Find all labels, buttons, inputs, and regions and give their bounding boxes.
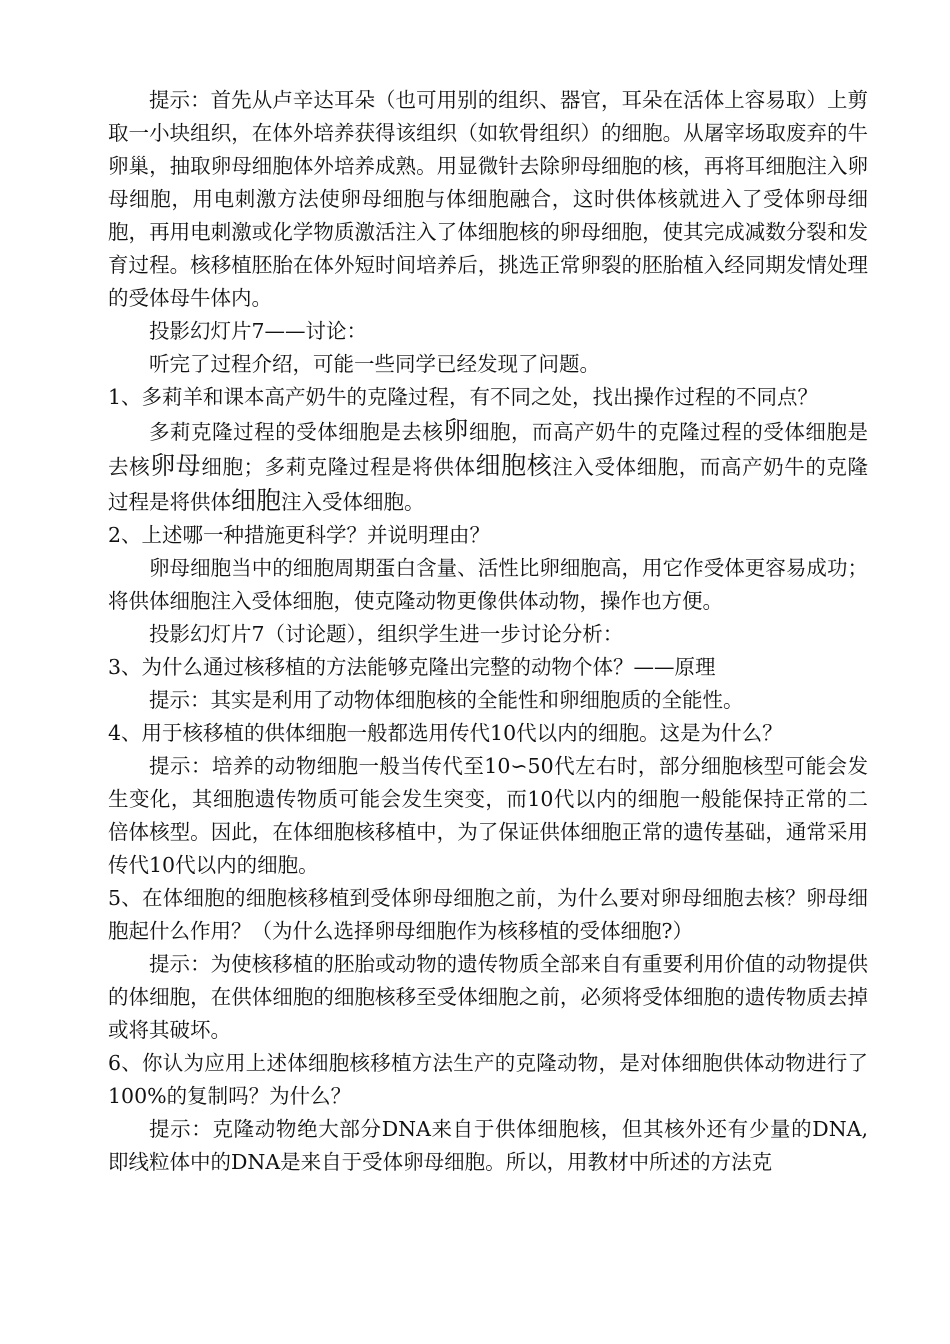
answer-1 xyxy=(108,414,868,519)
answer-5: 提示：为使核移植的胚胎或动物的遗传物质全部来自有重要利用价值的动物提供的体细胞，在供体细胞的细胞核移至受体细胞之前，必须将受体细胞的遗传物质去掉或将其破坏。 xyxy=(108,952,868,1042)
answer-1-emphasis: 细胞 xyxy=(231,486,282,515)
answer-3: 提示：其实是利用了动物体细胞核的全能性和卵细胞质的全能性。 xyxy=(149,688,744,712)
answer-1-text: 细胞，而高产奶牛的克隆过程的受体细胞是去核 xyxy=(108,420,868,479)
question-5: 5、在体细胞的细胞核移植到受体卵母细胞之前，为什么要对卵母细胞去核？卵母细胞起什么作用？（为什么选择卵母细胞作为核移植的受体细胞?） xyxy=(108,886,868,943)
answer-2: 卵母细胞当中的细胞周期蛋白含量、活性比卵细胞高，用它作受体更容易成功；将供体细胞注入受体细胞，使克隆动物更像供体动物，操作也方便。 xyxy=(108,556,868,613)
question-6: 6、你认为应用上述体细胞核移植方法生产的克隆动物，是对体细胞供体动物进行了100%的复制吗？为什么？ xyxy=(108,1051,868,1108)
answer-6: 提示：克隆动物绝大部分DNA来自于供体细胞核，但其核外还有少量的DNA,即线粒体中的DNA是来自于受体卵母细胞。所以，用教材中所述的方法克 xyxy=(108,1117,868,1174)
question-1: 1、多莉羊和课本高产奶牛的克隆过程，有不同之处，找出操作过程的不同点？ xyxy=(108,385,819,409)
answer-1-text: 多莉克隆过程的受体细胞是去核 xyxy=(149,420,444,444)
intro-paragraph: 听完了过程介绍，可能一些同学已经发现了问题。 xyxy=(149,352,600,376)
answer-1-text: 注入受体细胞。 xyxy=(281,490,425,514)
question-4: 4、用于核移植的供体细胞一般都选用传代10代以内的细胞。这是为什么？ xyxy=(108,721,783,745)
question-3: 3、为什么通过核移植的方法能够克隆出完整的动物个体？——原理 xyxy=(108,655,716,679)
question-2: 2、上述哪一种措施更科学？并说明理由？ xyxy=(108,523,491,547)
slide-discussion-2: 投影幻灯片7（讨论题），组织学生进一步讨论分析： xyxy=(149,622,624,646)
hint-paragraph: 提示：首先从卢辛达耳朵（也可用别的组织、器官，耳朵在活体上容易取）上剪取一小块组织，在体外培养获得该组织（如软骨组织）的细胞。从屠宰场取废弃的牛卵巢，抽取卵母细胞体外培养成熟。用显微针去除卵母细胞的核，再将耳细胞注入卵母细胞，用电刺激方法使卵母细胞与体细胞融合，这时供体核就进入了受体卵母细胞，再用电刺激或化学物质激活注入了体细胞核的卵母细胞，使其完成减数分裂和发育过程。核移植胚胎在体外短时间培养后，挑选正常卵裂的胚胎植入经同期发情处理的受体母牛体内。 xyxy=(108,88,868,310)
answer-1-emphasis: 细胞核 xyxy=(475,451,553,480)
answer-1-emphasis: 卵母 xyxy=(150,451,202,480)
answer-1-text: 细胞；多莉克隆过程是将供体 xyxy=(201,455,476,479)
slide-discussion-heading: 投影幻灯片7——讨论： xyxy=(149,319,368,343)
answer-4: 提示：培养的动物细胞一般当传代至10∽50代左右时，部分细胞核型可能会发生变化，其细胞遗传物质可能会发生突变，而10代以内的细胞一般能保持正常的二倍体核型。因此，在体细胞核移植中，为了保证供体细胞正常的遗传基础，通常采用传代10代以内的细胞。 xyxy=(108,754,868,877)
answer-1-text: 注入受体细胞，而高产奶牛的克隆过程是将供体 xyxy=(108,455,869,514)
document-page xyxy=(108,84,868,1179)
answer-1-emphasis: 卵 xyxy=(443,416,469,445)
